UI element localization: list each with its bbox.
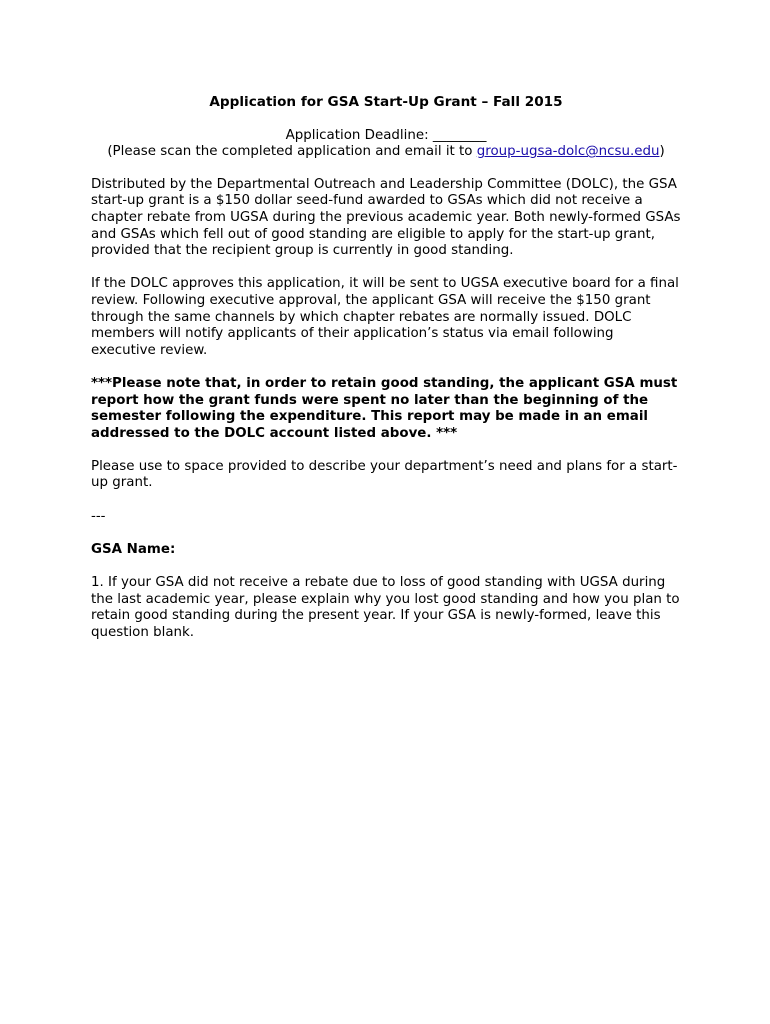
deadline-label: Application Deadline: [285,127,429,143]
submission-instructions [91,144,681,161]
deadline-blank: ________ [432,127,487,143]
document-title: Application for GSA Start-Up Grant – Fall 2015 [209,94,563,110]
approval-paragraph: If the DOLC approves this application, it will be sent to UGSA executive board for a final review. Following executive approval, the applicant GSA will receive the $150 grant through the same channels by which chapter rebates are normally issued. DOLC members will notify applicants of their application’s status via email following executive review. [91,276,679,358]
instructions-paragraph: Please use to space provided to describe your department’s need and plans for a start-up grant. [91,458,678,491]
scan-suffix: ) [659,144,665,160]
scan-prefix: (Please scan the completed application and email it to [107,144,477,160]
document-body [91,94,681,658]
intro-paragraph: Distributed by the Departmental Outreach and Leadership Committee (DOLC), the GSA start-up grant is a $150 dollar seed-fund awarded to GSAs which did not receive a chapter rebate from UGSA during the previous academic year. Both newly-formed GSAs and GSAs which fell out of good standing are eligible to apply for the start-up grant, provided that the recipient group is currently in good standing. [91,176,681,259]
section-separator: --- [91,508,106,524]
deadline-line [91,128,681,145]
question-1: 1. If your GSA did not receive a rebate due to loss of good standing with UGSA during the last academic year, please explain why you lost good standing and how you plan to retain good standing during the present year. If your GSA is newly-formed, leave this question blank. [91,575,680,640]
standing-note: ***Please note that, in order to retain good standing, the applicant GSA must report how the grant funds were spent no later than the beginning of the semester following the expenditure. This report may be made in an email addressed to the DOLC account listed above. *** [91,375,678,441]
email-link[interactable]: group-ugsa-dolc@ncsu.edu [476,144,660,160]
gsa-name-label: GSA Name: [91,541,176,557]
